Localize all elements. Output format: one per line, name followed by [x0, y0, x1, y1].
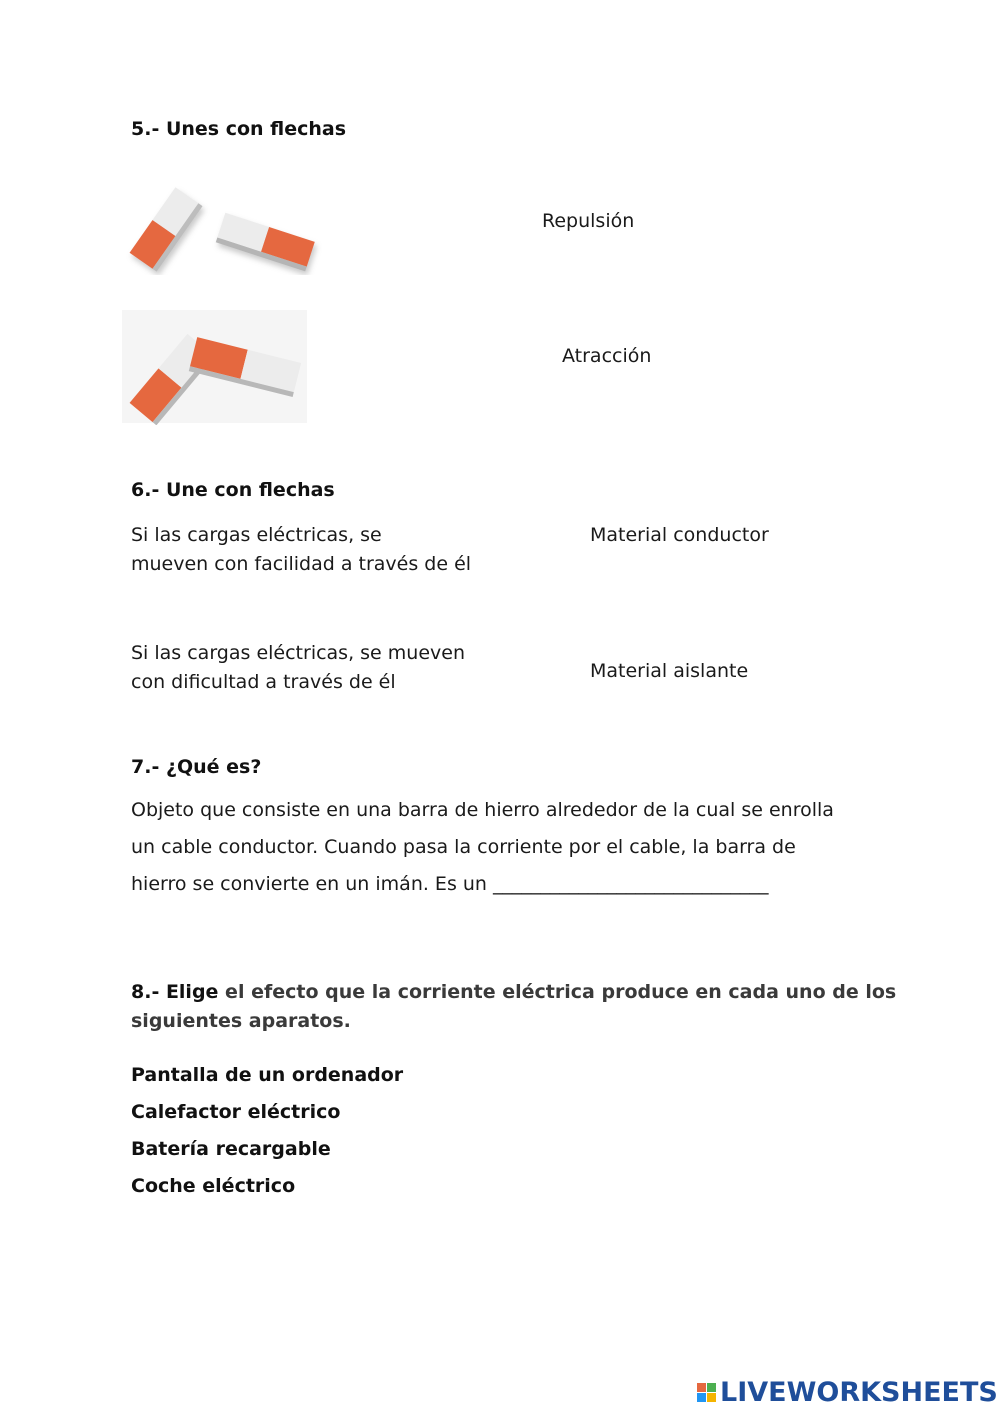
q6-left-item-1	[131, 521, 471, 579]
q6-title: 6.- Une con flechas	[131, 479, 335, 501]
liveworksheets-logo	[697, 1377, 998, 1408]
magnets-attraction-image	[122, 310, 312, 425]
q7-line-1: Objeto que consiste en una barra de hierro alrededor de la cual se enrolla	[131, 799, 834, 821]
q5-title: 5.- Unes con flechas	[131, 118, 347, 140]
magnets-repulsion-image	[122, 180, 322, 275]
q6-left-item-2-line-1: Si las cargas eléctricas, se mueven	[131, 642, 466, 664]
label-attraction: Atracción	[562, 345, 652, 367]
q6-left-item-2	[131, 639, 465, 697]
q7-line-2: un cable conductor. Cuando pasa la corriente por el cable, la barra de	[131, 836, 796, 858]
q8-title-lead: 8.- Elige	[131, 981, 219, 1003]
q7-line-3: hierro se convierte en un imán. Es un _____________________________	[131, 873, 769, 895]
q8-item-3: Batería recargable	[131, 1138, 331, 1160]
q7-title: 7.- ¿Qué es?	[131, 756, 262, 778]
q8-item-4: Coche eléctrico	[131, 1175, 296, 1197]
liveworksheets-logo-icon	[697, 1383, 716, 1402]
label-repulsion: Repulsión	[542, 210, 635, 232]
q6-right-item-1: Material conductor	[590, 524, 769, 546]
q6-left-item-1-line-2: mueven con facilidad a través de él	[131, 553, 472, 575]
q8-item-2: Calefactor eléctrico	[131, 1101, 341, 1123]
q7-paragraph	[131, 792, 921, 903]
q8-title-rest: el efecto que la corriente eléctrica produce en cada uno de los siguientes aparatos.	[131, 981, 897, 1032]
liveworksheets-logo-text: LIVEWORKSHEETS	[720, 1377, 998, 1408]
q8-title	[131, 978, 921, 1036]
q6-right-item-2: Material aislante	[590, 660, 749, 682]
q6-left-item-2-line-2: con dificultad a través de él	[131, 671, 396, 693]
q8-item-1: Pantalla de un ordenador	[131, 1064, 404, 1086]
q6-left-item-1-line-1: Si las cargas eléctricas, se	[131, 524, 382, 546]
